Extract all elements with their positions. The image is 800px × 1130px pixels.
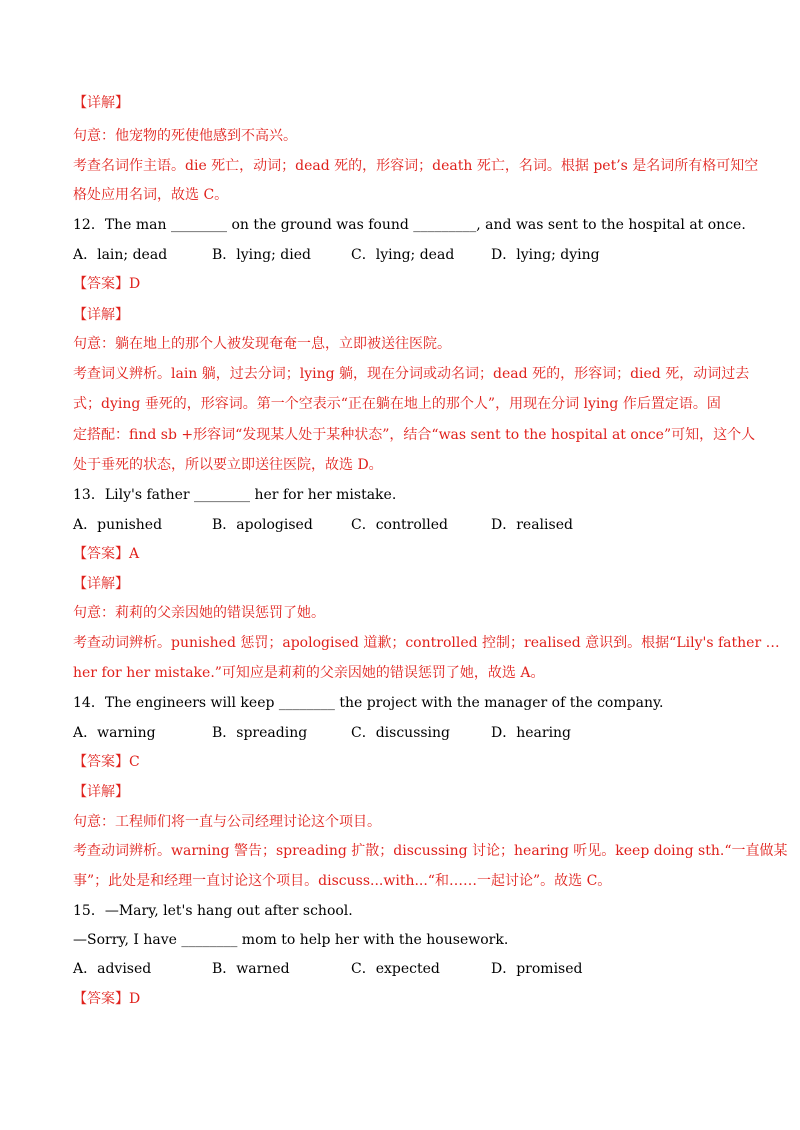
option-b: B．lying; died bbox=[212, 247, 311, 263]
option-a: A．punished bbox=[73, 517, 163, 533]
option-c: C．lying; dead bbox=[351, 247, 455, 263]
option-d: D．lying; dying bbox=[491, 247, 600, 263]
option-a: A．lain; dead bbox=[73, 247, 168, 263]
detail-label: 【详解】 bbox=[73, 307, 129, 323]
sentence-meaning: 句意：他宠物的死使他感到不高兴。 bbox=[73, 128, 297, 144]
question-stem: 15．—Mary, let's hang out after school. bbox=[73, 903, 353, 919]
analysis-line: 格处应用名词，故选 C。 bbox=[73, 187, 229, 203]
analysis-line: 式；dying 垂死的，形容词。第一个空表示“正在躺在地上的那个人”，用现在分词 lying 作后置定语。固 bbox=[73, 396, 721, 412]
analysis-line: 考查词义辨析。lain 躺，过去分词；lying 躺，现在分词或动名词；dead 死的，形容词；died 死，动词过去 bbox=[73, 366, 750, 382]
option-b: B．spreading bbox=[212, 725, 308, 741]
option-c: C．expected bbox=[351, 961, 440, 977]
sentence-meaning: 句意：工程师们将一直与公司经理讨论这个项目。 bbox=[73, 814, 381, 830]
option-c: C．discussing bbox=[351, 725, 451, 741]
answer-label: 【答案】D bbox=[73, 276, 141, 292]
sentence-meaning: 句意：躺在地上的那个人被发现奄奄一息，立即被送往医院。 bbox=[73, 336, 451, 352]
analysis-line: 考查动词辨析。warning 警告；spreading 扩散；discussing 讨论；hearing 听见。keep doing sth.“一直做某 bbox=[73, 843, 788, 859]
analysis-line: 事”；此处是和经理一直讨论这个项目。discuss...with...“和……一起讨论”。故选 C。 bbox=[73, 873, 612, 889]
detail-label: 【详解】 bbox=[73, 576, 129, 592]
question-stem: 14．The engineers will keep ________ the project with the manager of the company. bbox=[73, 695, 664, 711]
option-d: D．hearing bbox=[491, 725, 572, 741]
options-row bbox=[73, 959, 673, 979]
question-stem: 13．Lily's father ________ her for her mistake. bbox=[73, 487, 397, 503]
detail-label: 【详解】 bbox=[73, 95, 129, 111]
analysis-line: her for her mistake.”可知应是莉莉的父亲因她的错误惩罚了她，故选 A。 bbox=[73, 665, 545, 681]
analysis-line: 考查动词辨析。punished 惩罚；apologised 道歉；controlled 控制；realised 意识到。根据“Lily's father … bbox=[73, 635, 780, 651]
options-row bbox=[73, 723, 673, 743]
question-reply: —Sorry, I have ________ mom to help her with the housework. bbox=[73, 932, 509, 948]
answer-label: 【答案】C bbox=[73, 754, 140, 770]
answer-label: 【答案】A bbox=[73, 546, 140, 562]
detail-label: 【详解】 bbox=[73, 784, 129, 800]
sentence-meaning: 句意：莉莉的父亲因她的错误惩罚了她。 bbox=[73, 605, 325, 621]
analysis-line: 定搭配：find sb +形容词“发现某人处于某种状态”，结合“was sent to the hospital at once”可知，这个人 bbox=[73, 427, 756, 443]
option-b: B．warned bbox=[212, 961, 290, 977]
options-row bbox=[73, 245, 673, 265]
option-a: A．advised bbox=[73, 961, 152, 977]
option-b: B．apologised bbox=[212, 517, 313, 533]
option-a: A．warning bbox=[73, 725, 156, 741]
options-row bbox=[73, 515, 673, 535]
option-d: D．realised bbox=[491, 517, 573, 533]
question-stem: 12．The man ________ on the ground was found _________, and was sent to the hospital at once. bbox=[73, 217, 746, 233]
analysis-line: 处于垂死的状态，所以要立即送往医院，故选 D。 bbox=[73, 457, 383, 473]
option-d: D．promised bbox=[491, 961, 583, 977]
option-c: C．controlled bbox=[351, 517, 448, 533]
answer-label: 【答案】D bbox=[73, 991, 141, 1007]
analysis-line: 考查名词作主语。die 死亡，动词；dead 死的，形容词；death 死亡，名词。根据 pet’s 是名词所有格可知空 bbox=[73, 158, 759, 174]
